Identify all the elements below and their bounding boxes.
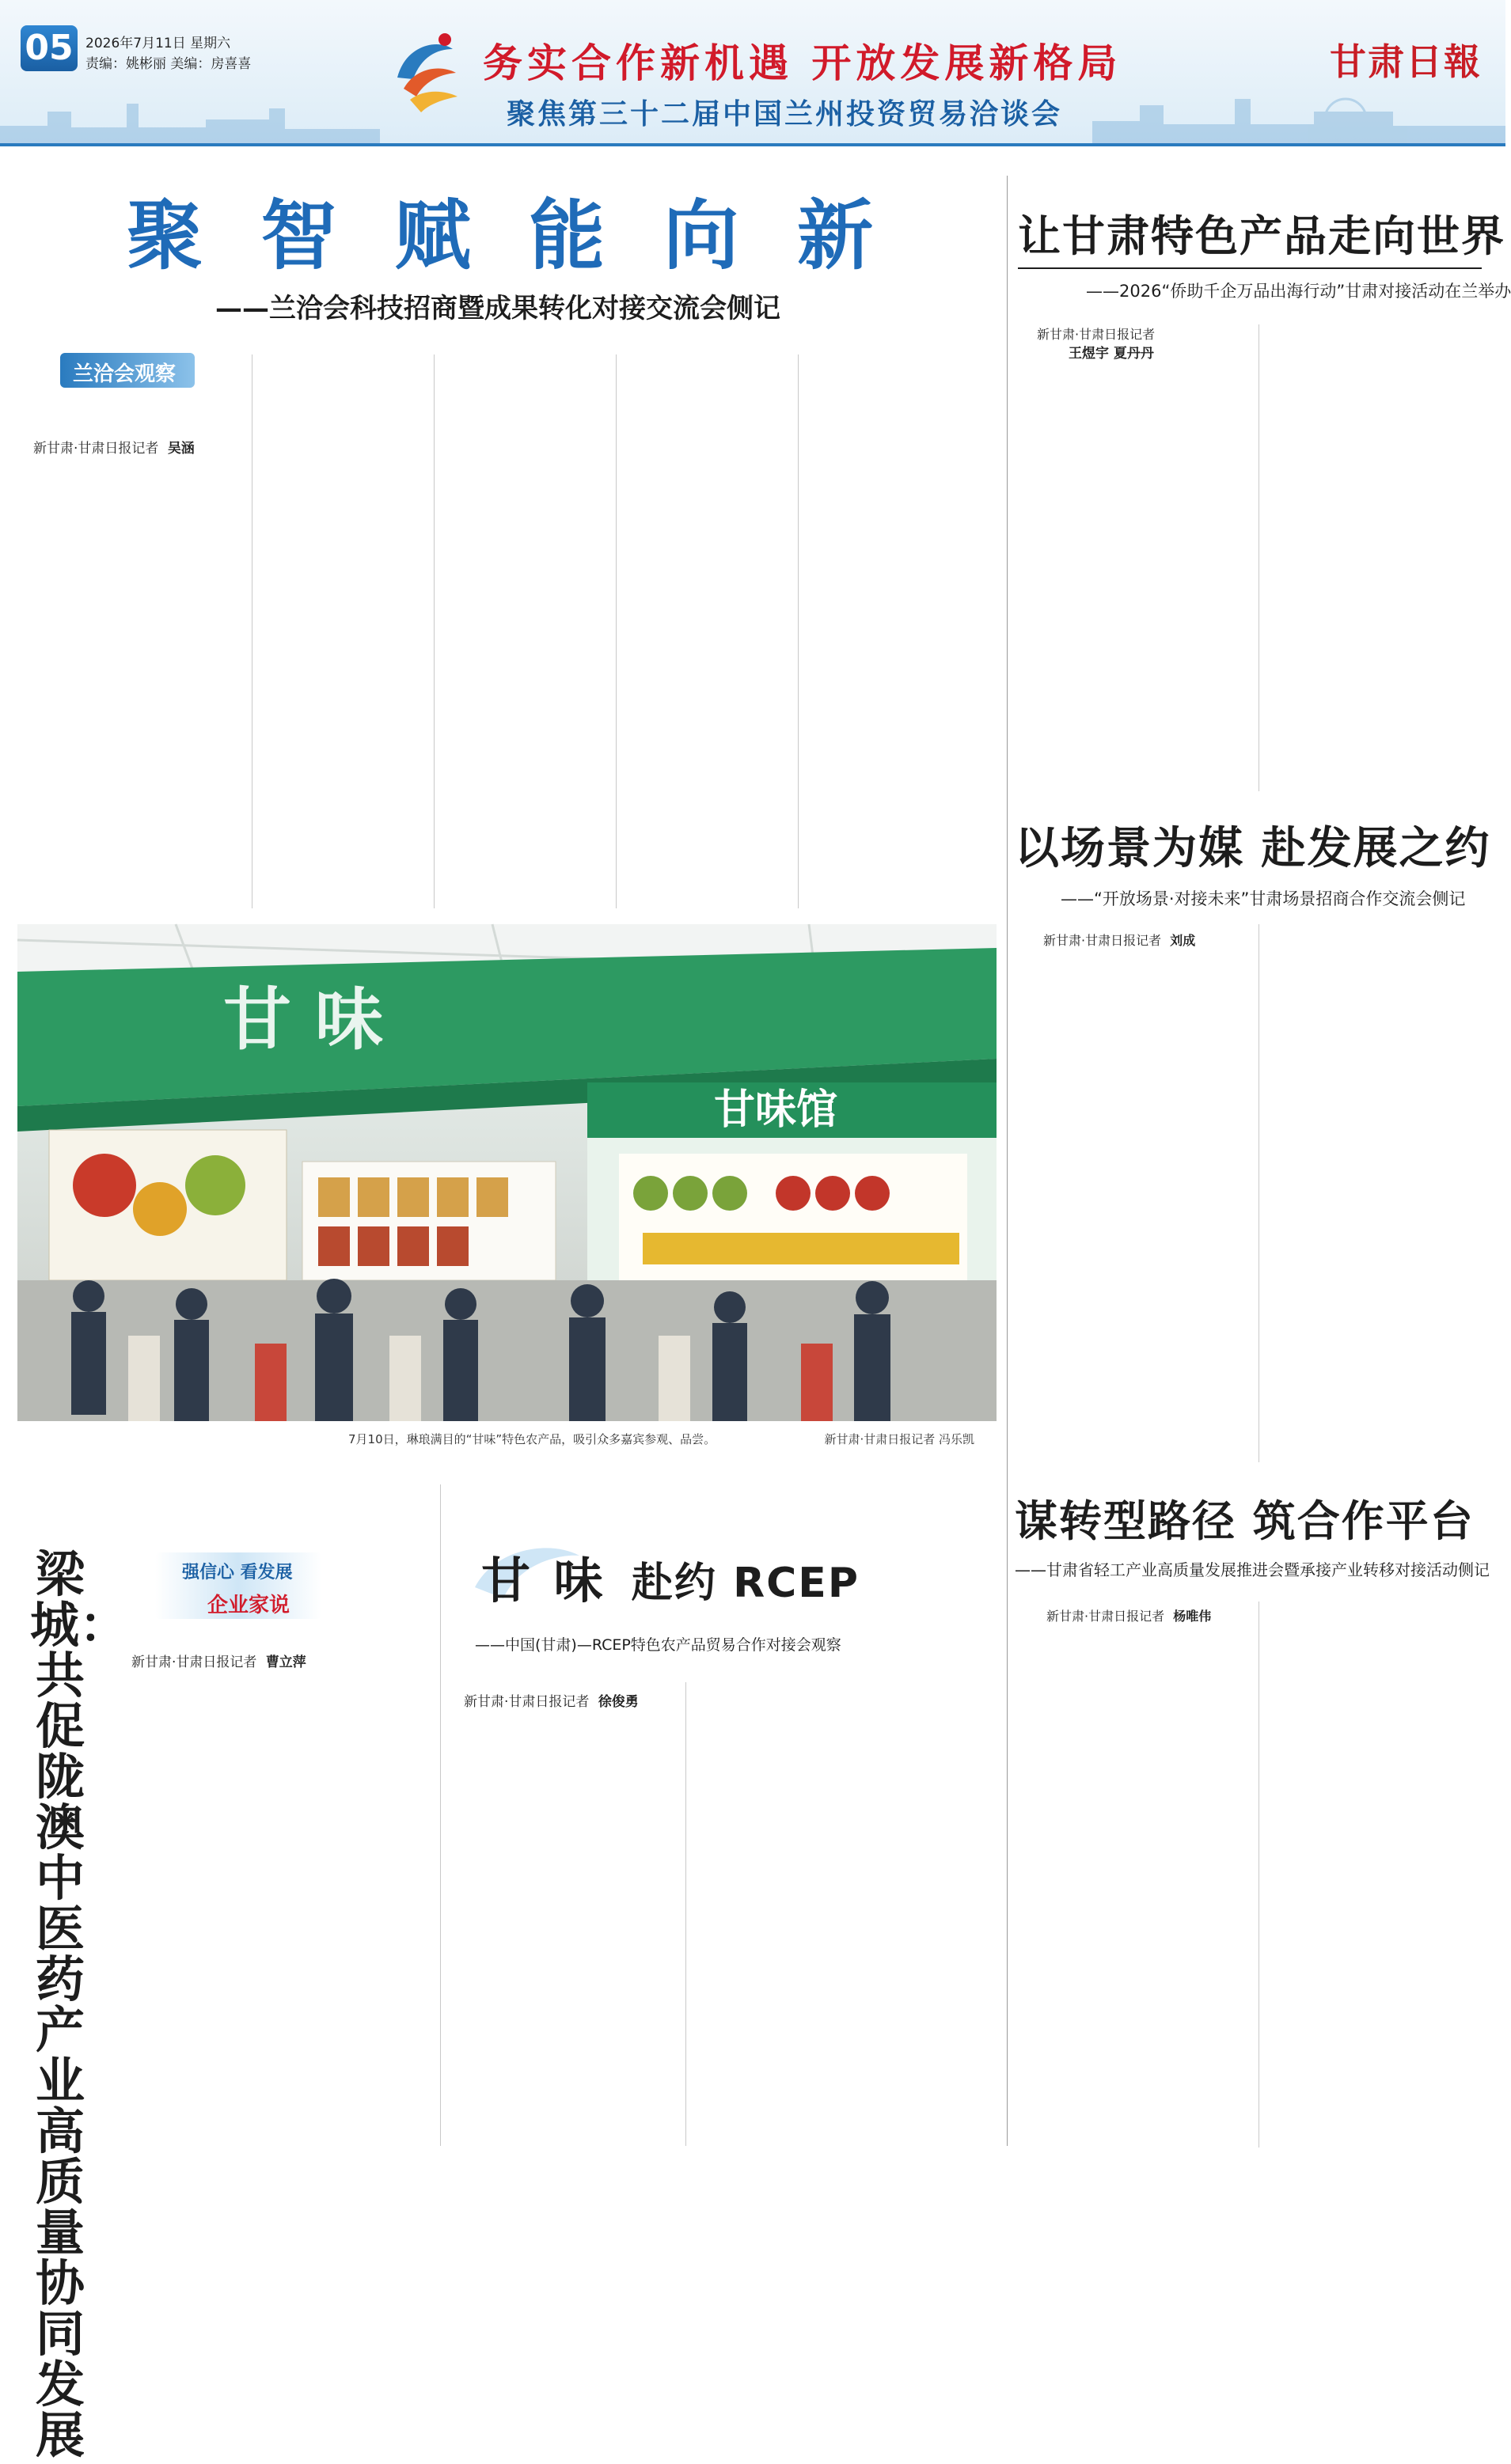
exhibition-photo [17,924,997,1421]
article-headline: 让甘肃特色产品走向世界 [1018,211,1505,261]
article-deck: ——“开放场景·对接未来”甘肃场景招商合作交流会侧记 [1061,889,1466,908]
pavilion-sign: 甘味馆 [714,1086,838,1134]
svg-text:甘 味: 甘 味 [223,980,383,1060]
column-divider [616,354,617,908]
article-headline-vertical: 梁城：共促陇澳中医药产业高质量协同发展 [30,1545,129,2464]
article-deck: ——2026“侨助千企万品出海行动”甘肃对接活动在兰举办 [1086,282,1511,301]
section-tag-top: 强信心 看发展 [182,1563,293,1583]
article-deck: ——中国(甘肃)—RCEP特色农产品贸易合作对接会观察 [475,1636,841,1654]
article-body [1023,1635,1246,2141]
header-main-title: 务实合作新机遇 开放发展新格局 [483,40,1122,86]
article-byline [1037,324,1155,343]
article-body [33,468,243,908]
photo-caption: 7月10日，琳琅满目的“甘味”特色农产品，吸引众多嘉宾参观、品尝。 [348,1432,716,1446]
byline-prefix: 新甘肃·甘肃日报记者 [1037,327,1156,342]
column-divider [440,1484,441,2146]
byline-author: 刘成 [1170,933,1196,948]
article-byline [464,1690,639,1710]
article-headline-emphasis: 甘 味 [481,1552,606,1609]
article-body [1023,372,1246,791]
article-deck: ——兰洽会科技招商暨成果转化对接交流会侧记 [215,293,780,324]
column-divider [798,354,799,908]
pavilion-photo-image [17,924,997,1421]
newspaper-nameplate: 甘肃日報 [1330,40,1482,83]
column-divider [434,354,435,908]
section-tag-label: 兰洽会观察 [73,362,177,386]
article-byline [33,437,195,457]
byline-prefix: 新甘肃·甘肃日报记者 [1043,933,1162,948]
byline-author: 吴涵 [167,441,195,457]
article-headline: 以场景为媒 赴发展之约 [1015,823,1491,874]
publication-date: 2026年7月11日 星期六 [85,36,231,51]
article-deck: ——甘肃省轻工产业高质量发展推进会暨承接产业转移对接活动侧记 [1015,1560,1490,1579]
article-byline [131,1651,306,1670]
byline-prefix: 新甘肃·甘肃日报记者 [1046,1609,1165,1624]
byline-author: 曹立萍 [265,1655,306,1670]
headline-rule [1018,267,1482,269]
byline-author: 徐俊勇 [598,1694,639,1710]
article-byline [1043,931,1195,949]
header-subtitle: 聚焦第三十二届中国兰州投资贸易洽谈会 [507,98,1063,131]
byline-prefix: 新甘肃·甘肃日报记者 [131,1655,257,1670]
page-header [0,0,1505,146]
article-body [112,1679,427,2146]
article-body [457,1717,673,2144]
article-body [1023,959,1246,1450]
byline-prefix: 新甘肃·甘肃日报记者 [33,441,159,457]
article-headline: 赴约 RCEP [632,1560,860,1607]
byline-author: 杨唯伟 [1173,1609,1212,1624]
editors-line: 责编：姚彬丽 美编：房喜喜 [85,56,252,72]
article-headline: 聚 智 赋 能 向 新 [127,191,890,280]
lanzhou-fair-emblem-icon [389,22,462,116]
column-divider [685,1682,686,2146]
byline-prefix: 新甘肃·甘肃日报记者 [464,1694,590,1710]
page-column-divider [1007,176,1008,2146]
section-tag-bottom: 企业家说 [207,1594,290,1617]
article-headline: 谋转型路径 筑合作平台 [1015,1496,1475,1546]
article-byline [1046,1606,1211,1624]
byline-author: 王煜宇 夏丹丹 [1069,346,1154,362]
photo-credit: 新甘肃·甘肃日报记者 冯乐凯 [824,1432,974,1446]
page-number: 05 [21,25,78,71]
